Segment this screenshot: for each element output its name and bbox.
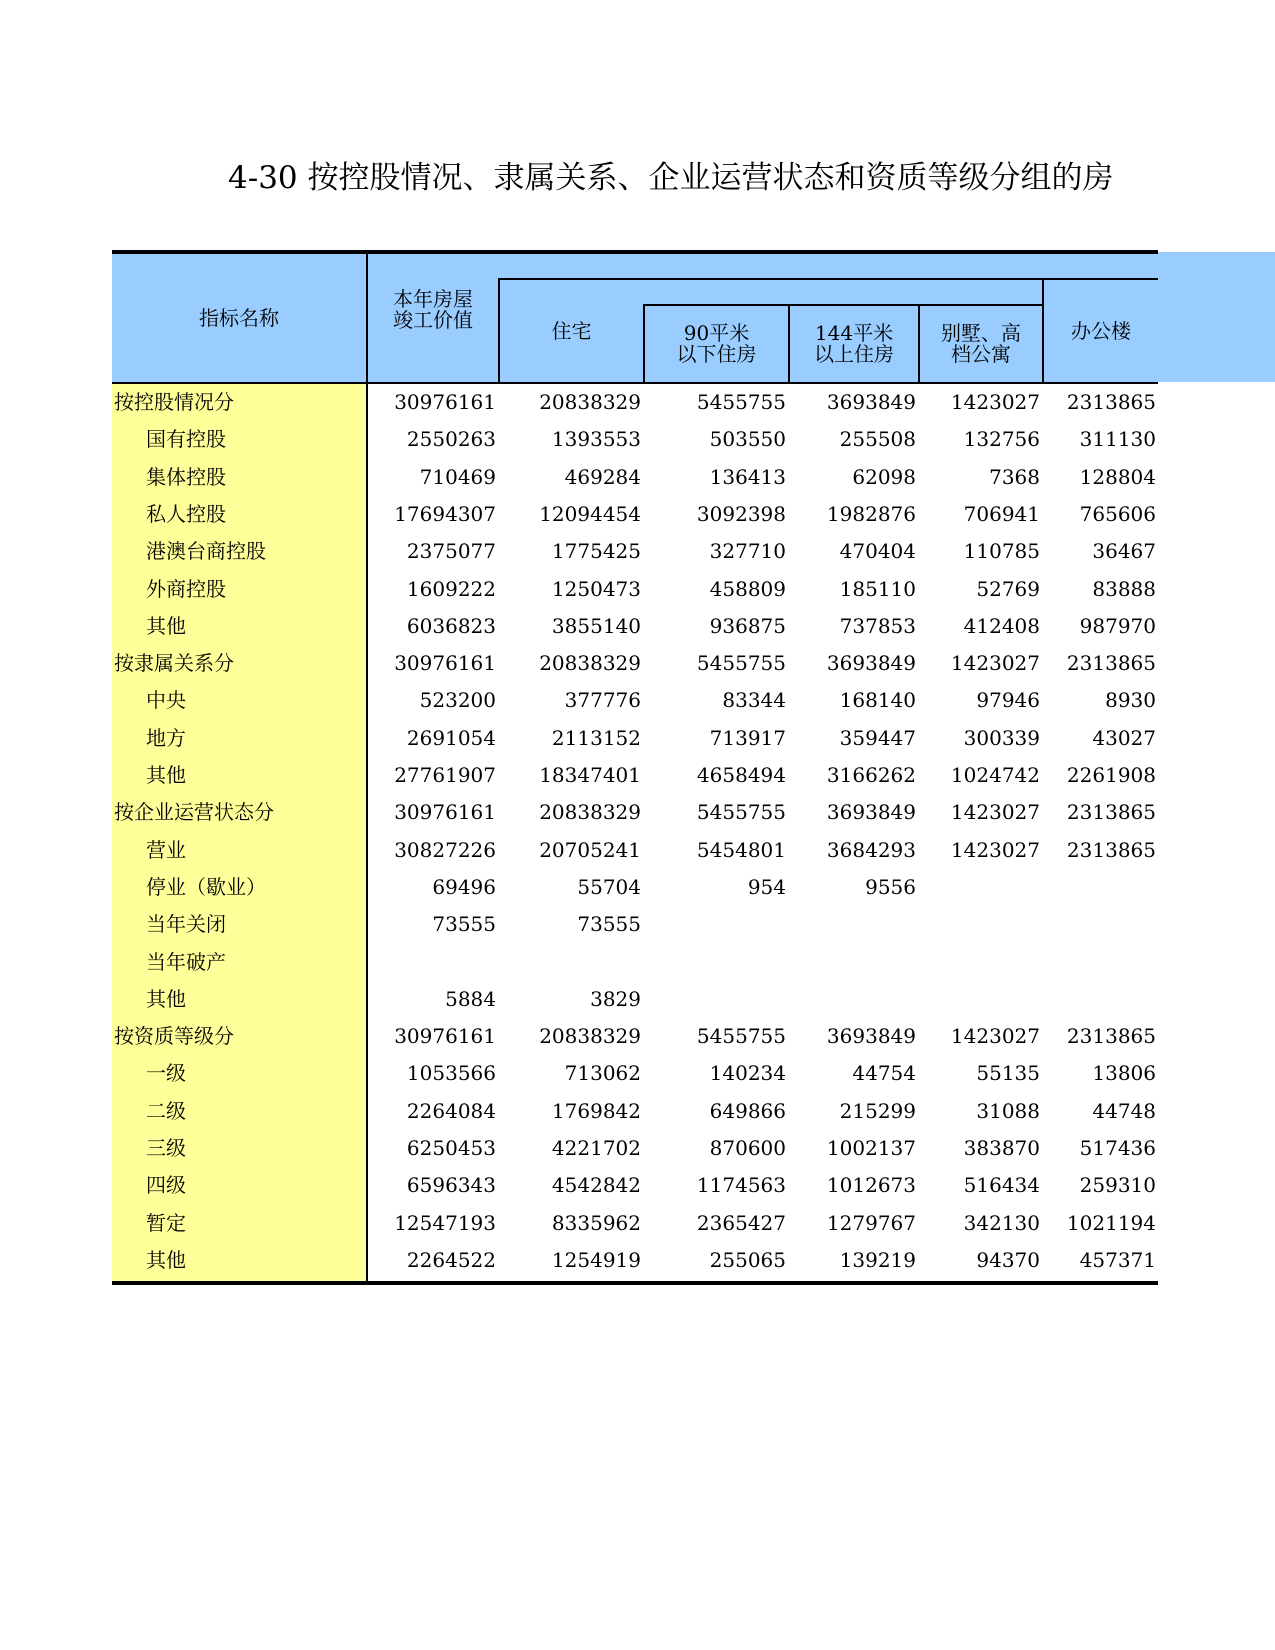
row-value: 649866 (709, 1098, 786, 1123)
row-value (1042, 944, 1156, 981)
row-value: 954 (747, 874, 786, 899)
row-value (643, 981, 786, 1018)
row-value: 136413 (709, 464, 786, 489)
row-value: 2365427 (696, 1210, 786, 1235)
row-value: 458809 (709, 576, 786, 601)
row-value: 1254919 (551, 1247, 641, 1272)
header-fill-extension (1158, 252, 1275, 382)
table-row (112, 1093, 1158, 1130)
row-label: 国有控股 (146, 427, 226, 452)
table-row (112, 906, 1158, 943)
row-value: 1769842 (551, 1098, 641, 1123)
row-value: 3693849 (826, 1024, 916, 1049)
row-label: 其他 (146, 763, 186, 787)
table-row (112, 1205, 1158, 1242)
row-value: 1775425 (551, 539, 641, 564)
page-title: 4-30 按控股情况、隶属关系、企业运营状态和资质等级分组的房 (228, 160, 1114, 196)
row-value: 20838329 (539, 651, 641, 676)
row-value: 3684293 (826, 837, 916, 862)
row-value: 2264084 (406, 1098, 496, 1123)
row-value: 69496 (432, 874, 496, 899)
row-value: 1609222 (406, 576, 496, 601)
table-row (112, 384, 1158, 421)
row-value: 3693849 (826, 390, 916, 414)
table-row (112, 1167, 1158, 1204)
row-label: 私人控股 (146, 501, 226, 526)
row-value: 503550 (709, 427, 786, 452)
row-value: 8930 (1105, 688, 1156, 713)
row-value: 140234 (709, 1061, 786, 1086)
row-value: 3693849 (826, 800, 916, 825)
row-value (788, 944, 916, 981)
row-value: 300339 (963, 725, 1040, 750)
row-value: 469284 (564, 464, 641, 489)
row-value: 3092398 (696, 501, 786, 526)
data-table (112, 250, 1158, 1286)
row-value: 30976161 (394, 390, 496, 414)
row-label: 港澳台商控股 (146, 539, 266, 564)
row-value: 412408 (963, 613, 1040, 638)
table-row (112, 832, 1158, 869)
row-label: 中央 (146, 688, 186, 713)
row-value: 36467 (1092, 539, 1156, 564)
header-indicator-name: 指标名称 (199, 305, 279, 330)
row-value: 1423027 (950, 837, 1040, 862)
row-value: 706941 (963, 501, 1040, 526)
row-value: 2113152 (551, 725, 641, 750)
row-value: 6596343 (406, 1173, 496, 1198)
row-value: 5455755 (696, 651, 786, 676)
row-value: 2313865 (1066, 651, 1156, 676)
header-over-144: 144平米 以上住房 (814, 321, 894, 366)
row-value: 94370 (976, 1247, 1040, 1272)
row-label: 其他 (146, 1247, 186, 1272)
row-value: 1002137 (826, 1136, 916, 1160)
row-value: 139219 (839, 1247, 916, 1272)
row-value: 710469 (419, 464, 496, 489)
row-label: 按控股情况分 (114, 390, 234, 414)
table-row (112, 571, 1158, 608)
row-value: 377776 (564, 688, 641, 713)
row-value: 523200 (419, 688, 496, 713)
row-value: 31088 (976, 1098, 1040, 1123)
table-row (112, 1018, 1158, 1055)
table-row (112, 1130, 1158, 1167)
row-value (918, 944, 1040, 981)
table-row (112, 981, 1158, 1018)
header-villa: 别墅、高 档公寓 (941, 321, 1021, 366)
row-value: 3855140 (551, 613, 641, 638)
row-value: 457371 (1079, 1247, 1156, 1272)
row-label: 当年破产 (146, 949, 226, 974)
row-value: 1053566 (406, 1061, 496, 1086)
row-value: 5455755 (696, 390, 786, 414)
row-value: 1021194 (1066, 1210, 1156, 1235)
row-value: 737853 (839, 613, 916, 638)
row-label: 一级 (146, 1061, 186, 1086)
row-value: 132756 (963, 427, 1040, 452)
row-label: 停业（歇业） (146, 874, 266, 899)
row-value: 2313865 (1066, 1024, 1156, 1049)
row-label: 三级 (146, 1136, 186, 1160)
row-value: 5454801 (696, 837, 786, 862)
row-value (918, 981, 1040, 1018)
row-value: 2313865 (1066, 390, 1156, 414)
row-value: 30827226 (394, 837, 496, 862)
row-value: 44748 (1092, 1098, 1156, 1123)
row-value: 43027 (1092, 725, 1156, 750)
row-value (368, 944, 496, 981)
row-value (788, 981, 916, 1018)
row-label: 暂定 (146, 1210, 186, 1235)
row-value: 311130 (1079, 427, 1156, 452)
row-value: 1250473 (551, 576, 641, 601)
row-value: 342130 (963, 1210, 1040, 1235)
row-label: 其他 (146, 986, 186, 1011)
row-value: 9556 (865, 874, 916, 899)
row-value: 44754 (852, 1061, 916, 1086)
row-value (918, 906, 1040, 943)
row-value: 516434 (963, 1173, 1040, 1198)
row-value: 30976161 (394, 800, 496, 825)
row-label: 按资质等级分 (114, 1024, 234, 1049)
row-label: 按隶属关系分 (114, 651, 234, 676)
table-row (112, 869, 1158, 906)
row-value: 18347401 (539, 763, 641, 787)
row-value: 3693849 (826, 651, 916, 676)
row-value: 2264522 (406, 1247, 496, 1272)
row-value: 2550263 (406, 427, 496, 452)
row-value: 3166262 (826, 763, 916, 787)
table-row (112, 533, 1158, 570)
row-label: 营业 (146, 837, 186, 862)
row-value: 359447 (839, 725, 916, 750)
row-value: 52769 (976, 576, 1040, 601)
row-value: 713062 (564, 1061, 641, 1086)
row-value: 987970 (1079, 613, 1156, 638)
row-value: 30976161 (394, 651, 496, 676)
row-value: 168140 (839, 688, 916, 713)
row-value: 765606 (1079, 501, 1156, 526)
row-value: 185110 (839, 576, 916, 601)
row-label: 四级 (146, 1173, 186, 1198)
row-label: 其他 (146, 613, 186, 638)
row-value (1042, 981, 1156, 1018)
row-value: 83888 (1092, 576, 1156, 601)
row-value: 870600 (709, 1136, 786, 1160)
header-office: 办公楼 (1071, 318, 1131, 343)
row-value: 12094454 (539, 501, 641, 526)
table-row (112, 645, 1158, 682)
table-row (112, 1242, 1158, 1279)
row-value: 4221702 (551, 1136, 641, 1160)
row-value: 7368 (989, 464, 1040, 489)
row-value: 2691054 (406, 725, 496, 750)
row-value: 327710 (709, 539, 786, 564)
row-label: 集体控股 (146, 464, 226, 489)
table-row (112, 944, 1158, 981)
row-value: 936875 (709, 613, 786, 638)
row-value (1042, 869, 1156, 906)
row-value: 1423027 (950, 1024, 1040, 1049)
row-value: 5455755 (696, 800, 786, 825)
header-under-90: 90平米 以下住房 (676, 321, 757, 366)
row-value: 1393553 (551, 427, 641, 452)
table-row (112, 720, 1158, 757)
row-value: 1279767 (826, 1210, 916, 1235)
row-value: 20838329 (539, 390, 641, 414)
table-row (112, 421, 1158, 458)
row-value (918, 869, 1040, 906)
table-row (112, 459, 1158, 496)
row-value: 73555 (577, 912, 641, 937)
row-label: 外商控股 (146, 576, 226, 601)
row-value: 2313865 (1066, 837, 1156, 862)
row-value: 2261908 (1066, 763, 1156, 787)
row-value: 1423027 (950, 651, 1040, 676)
row-value: 517436 (1079, 1136, 1156, 1160)
table-row (112, 1055, 1158, 1092)
row-value: 4658494 (696, 763, 786, 787)
row-value: 383870 (963, 1136, 1040, 1160)
row-value: 1423027 (950, 800, 1040, 825)
row-label: 地方 (146, 725, 186, 750)
table-row (112, 794, 1158, 831)
row-label: 当年关闭 (146, 912, 226, 937)
table-row (112, 496, 1158, 533)
row-value (643, 906, 786, 943)
row-value: 215299 (839, 1098, 916, 1123)
row-value: 110785 (963, 539, 1040, 564)
row-value (1042, 906, 1156, 943)
row-value: 97946 (976, 688, 1040, 713)
row-label: 按企业运营状态分 (114, 800, 274, 825)
row-value: 1423027 (950, 390, 1040, 414)
row-value: 6036823 (406, 613, 496, 638)
row-value: 83344 (722, 688, 786, 713)
row-value: 17694307 (394, 501, 496, 526)
row-label: 二级 (146, 1098, 186, 1123)
row-value: 55704 (577, 874, 641, 899)
row-value: 255508 (839, 427, 916, 452)
row-value: 5884 (445, 986, 496, 1011)
header-residential: 住宅 (551, 318, 592, 343)
row-value: 13806 (1092, 1061, 1156, 1086)
row-value: 73555 (432, 912, 496, 937)
row-value: 62098 (852, 464, 916, 489)
row-value: 20705241 (539, 837, 641, 862)
row-value: 20838329 (539, 1024, 641, 1049)
row-value: 30976161 (394, 1024, 496, 1049)
row-value: 470404 (839, 539, 916, 564)
row-value: 4542842 (551, 1173, 641, 1198)
row-value: 20838329 (539, 800, 641, 825)
row-value: 8335962 (551, 1210, 641, 1235)
row-value: 3829 (590, 986, 641, 1011)
row-value: 128804 (1079, 464, 1156, 489)
table-bottom-border (112, 1281, 1158, 1285)
table-row (112, 682, 1158, 719)
row-value: 55135 (976, 1061, 1040, 1086)
table-row (112, 608, 1158, 645)
row-value: 1012673 (826, 1173, 916, 1198)
row-value: 27761907 (394, 763, 496, 787)
row-value: 6250453 (406, 1136, 496, 1160)
row-value: 2313865 (1066, 800, 1156, 825)
row-value: 5455755 (696, 1024, 786, 1049)
row-value: 2375077 (406, 539, 496, 564)
row-value: 255065 (709, 1247, 786, 1272)
row-value: 12547193 (394, 1210, 496, 1235)
row-value: 1174563 (696, 1173, 786, 1198)
table-row (112, 757, 1158, 794)
row-value: 1024742 (950, 763, 1040, 787)
row-value (643, 944, 786, 981)
row-value: 713917 (709, 725, 786, 750)
row-value (498, 944, 641, 981)
row-value (788, 906, 916, 943)
row-value: 259310 (1079, 1173, 1156, 1198)
row-value: 1982876 (826, 501, 916, 526)
header-total-value: 本年房屋 竣工价值 (393, 287, 473, 332)
